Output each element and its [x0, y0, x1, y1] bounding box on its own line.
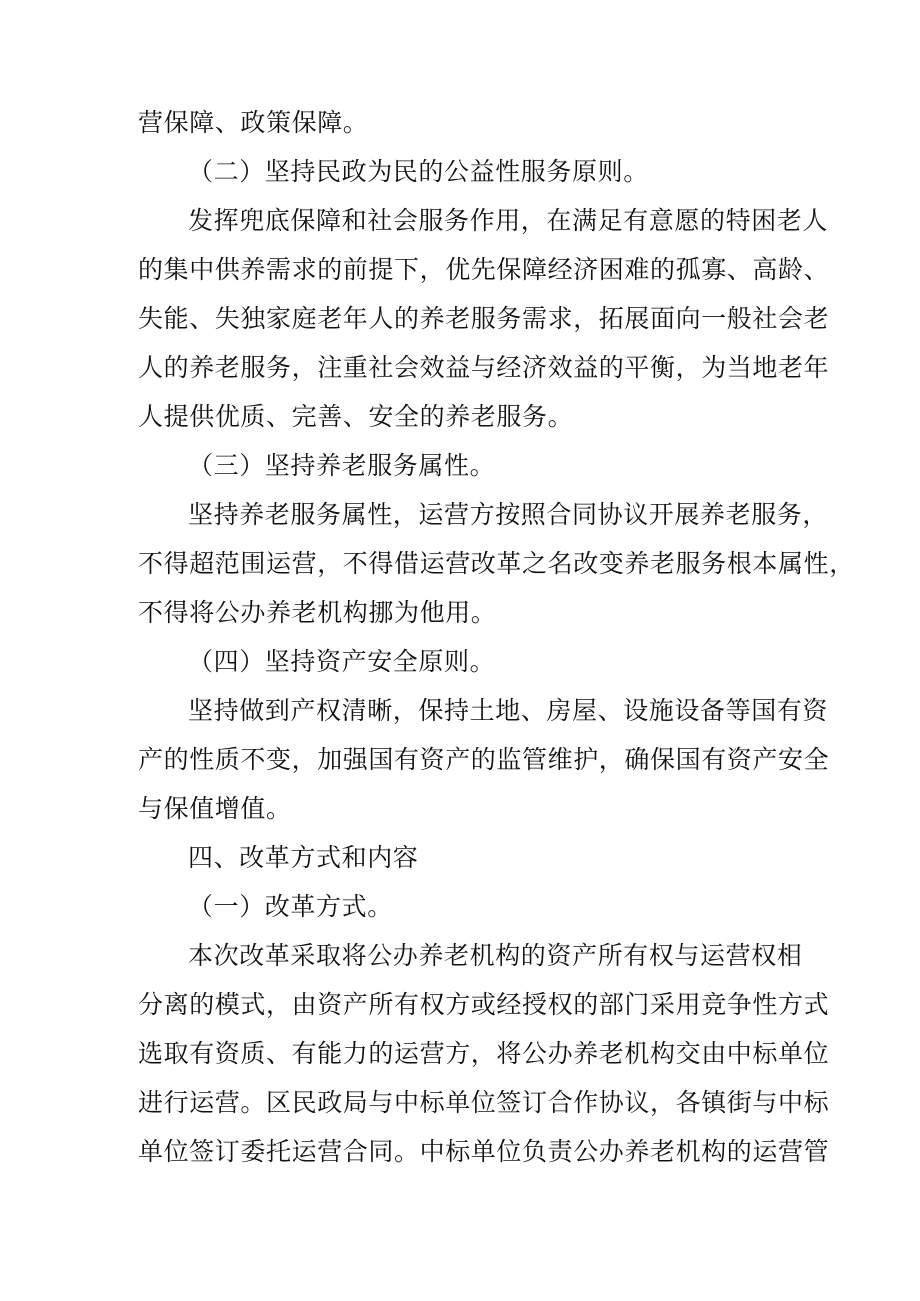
text-line: 分离的模式，由资产所有权方或经授权的部门采用竞争性方式	[138, 990, 830, 1019]
section-heading: （一）改革方式。	[188, 892, 393, 921]
text-line: 坚持做到产权清晰，保持土地、房屋、设施设备等国有资	[188, 696, 829, 725]
chapter-heading: 四、改革方式和内容	[188, 843, 419, 872]
text-line: 选取有资质、有能力的运营方，将公办养老机构交由中标单位	[138, 1039, 830, 1068]
text-line: 单位签订委托运营合同。中标单位负责公办养老机构的运营管	[138, 1137, 830, 1166]
section-heading: （三）坚持养老服务属性。	[188, 451, 496, 480]
text-line: 不得将公办养老机构挪为他用。	[138, 598, 497, 627]
text-line: 发挥兜底保障和社会服务作用，在满足有意愿的特困老人	[188, 206, 829, 235]
text-line: 产的性质不变，加强国有资产的监管维护，确保国有资产安全	[138, 745, 830, 774]
section-heading: （二）坚持民政为民的公益性服务原则。	[188, 157, 649, 186]
text-line: 营保障、政策保障。	[138, 108, 369, 137]
section-heading: （四）坚持资产安全原则。	[188, 647, 496, 676]
text-line: 失能、失独家庭老年人的养老服务需求，拓展面向一般社会老	[138, 304, 830, 333]
text-line: 与保值增值。	[138, 794, 292, 823]
text-line: 不得超范围运营，不得借运营改革之名改变养老服务根本属性，	[138, 549, 855, 578]
text-line: 人提供优质、完善、安全的养老服务。	[138, 402, 574, 431]
text-line: 坚持养老服务属性，运营方按照合同协议开展养老服务，	[188, 500, 829, 529]
text-line: 的集中供养需求的前提下，优先保障经济困难的孤寡、高龄、	[138, 255, 830, 284]
text-line: 人的养老服务，注重社会效益与经济效益的平衡，为当地老年	[138, 353, 830, 382]
text-line: 进行运营。区民政局与中标单位签订合作协议，各镇街与中标	[138, 1088, 830, 1117]
text-line: 本次改革采取将公办养老机构的资产所有权与运营权相	[188, 941, 803, 970]
